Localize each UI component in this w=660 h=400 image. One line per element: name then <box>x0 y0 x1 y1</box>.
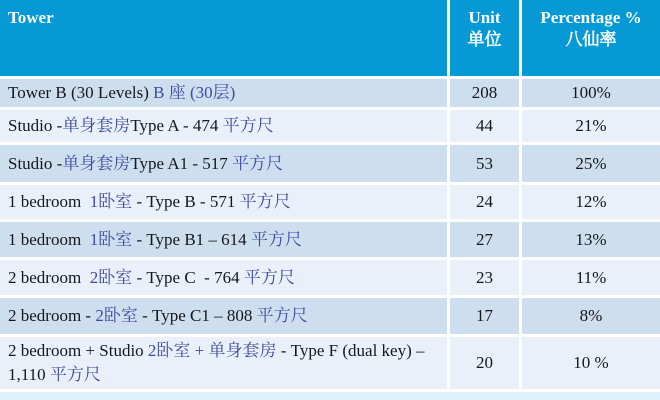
tower-text-segment: - Type B1 – 614 <box>132 229 251 249</box>
table-row <box>0 79 660 107</box>
tower-text-segment: B 座 (30层) <box>153 83 236 102</box>
tower-cell <box>0 298 447 334</box>
tower-description <box>8 190 291 214</box>
unit-cell: 17 <box>450 298 519 334</box>
tower-text-segment: 2卧室 <box>95 306 138 325</box>
tower-description <box>8 152 283 176</box>
unit-cell: 27 <box>450 222 519 257</box>
tower-text-segment: Studio - <box>8 116 63 135</box>
tower-text-segment: 1卧室 <box>89 192 133 211</box>
tower-text-segment: 平方尺 <box>49 365 101 384</box>
unit-cell: 208 <box>450 79 519 107</box>
table-row <box>0 185 660 219</box>
unit-cell: 20 <box>450 337 519 389</box>
header-tower-label: Tower <box>8 8 54 27</box>
tower-text-segment: 2 bedroom + Studio <box>8 341 148 360</box>
tower-cell <box>0 260 447 295</box>
table-row <box>0 110 660 142</box>
tower-text-segment: 单身套房 <box>62 153 131 173</box>
tower-text-segment: 平方尺 <box>243 267 295 287</box>
tower-text-segment: 平方尺 <box>239 192 291 211</box>
tower-text-segment: - Type F (dual key) – 1,110 <box>8 341 429 384</box>
tower-cell <box>0 337 447 389</box>
tower-cell <box>0 79 447 107</box>
header-tower-cell <box>0 0 447 76</box>
tower-cell <box>0 222 447 257</box>
percentage-cell: 8% <box>522 298 660 334</box>
tower-text-segment: 1 bedroom <box>8 229 90 249</box>
unit-cell: 44 <box>450 110 519 142</box>
tower-text-segment: 平方尺 <box>256 306 308 325</box>
table-row <box>0 337 660 389</box>
next-row-partial-strip <box>0 392 660 400</box>
header-percentage-label-zh: 八仙率 <box>565 30 617 49</box>
header-percentage-label-en: Percentage % <box>540 8 642 27</box>
tower-text-segment: 2 bedroom - <box>8 306 96 325</box>
tower-cell <box>0 110 447 142</box>
tower-text-segment: 2 bedroom <box>8 267 90 287</box>
tower-text-segment: - Type B - 571 <box>132 192 240 211</box>
header-unit-cell <box>450 0 519 76</box>
tower-text-segment: - Type C1 – 808 <box>137 306 257 325</box>
percentage-cell: 100% <box>522 79 660 107</box>
table-row <box>0 260 660 295</box>
header-percentage-cell <box>522 0 660 76</box>
tower-description <box>8 266 295 290</box>
tower-description <box>8 304 308 328</box>
tower-cell <box>0 145 447 182</box>
percentage-cell: 21% <box>522 110 660 142</box>
unit-cell: 24 <box>450 185 519 219</box>
tower-text-segment: 平方尺 <box>250 229 302 249</box>
tower-description <box>8 228 302 252</box>
tower-text-segment: 单身套房 <box>62 116 131 135</box>
table-row <box>0 298 660 334</box>
tower-text-segment: 1卧室 <box>89 229 133 249</box>
tower-text-segment: 2卧室 + 单身套房 <box>147 341 277 360</box>
percentage-cell: 12% <box>522 185 660 219</box>
tower-text-segment: Type A1 - 517 <box>130 153 233 173</box>
header-unit-label-zh: 单位 <box>467 30 502 49</box>
table-header-row <box>0 0 660 76</box>
tower-text-segment: 平方尺 <box>222 116 274 135</box>
percentage-cell: 25% <box>522 145 660 182</box>
tower-text-segment: Type A - 474 <box>130 116 223 135</box>
table-row <box>0 145 660 182</box>
tower-description <box>8 114 274 138</box>
tower-text-segment: - Type C - 764 <box>132 267 244 287</box>
tower-text-segment: 平方尺 <box>232 153 284 173</box>
table-body <box>0 79 660 389</box>
table-row <box>0 222 660 257</box>
unit-cell: 53 <box>450 145 519 182</box>
tower-cell <box>0 185 447 219</box>
percentage-cell: 13% <box>522 222 660 257</box>
header-unit-label-en: Unit <box>468 8 501 27</box>
percentage-cell: 10 % <box>522 337 660 389</box>
tower-text-segment: 1 bedroom <box>8 192 90 211</box>
tower-text-segment: Tower B (30 Levels) <box>8 83 154 102</box>
unit-cell: 23 <box>450 260 519 295</box>
percentage-cell: 11% <box>522 260 660 295</box>
tower-text-segment: 2卧室 <box>89 267 133 287</box>
tower-text-segment: Studio - <box>8 153 63 173</box>
tower-description <box>8 81 235 105</box>
tower-description <box>8 339 447 387</box>
